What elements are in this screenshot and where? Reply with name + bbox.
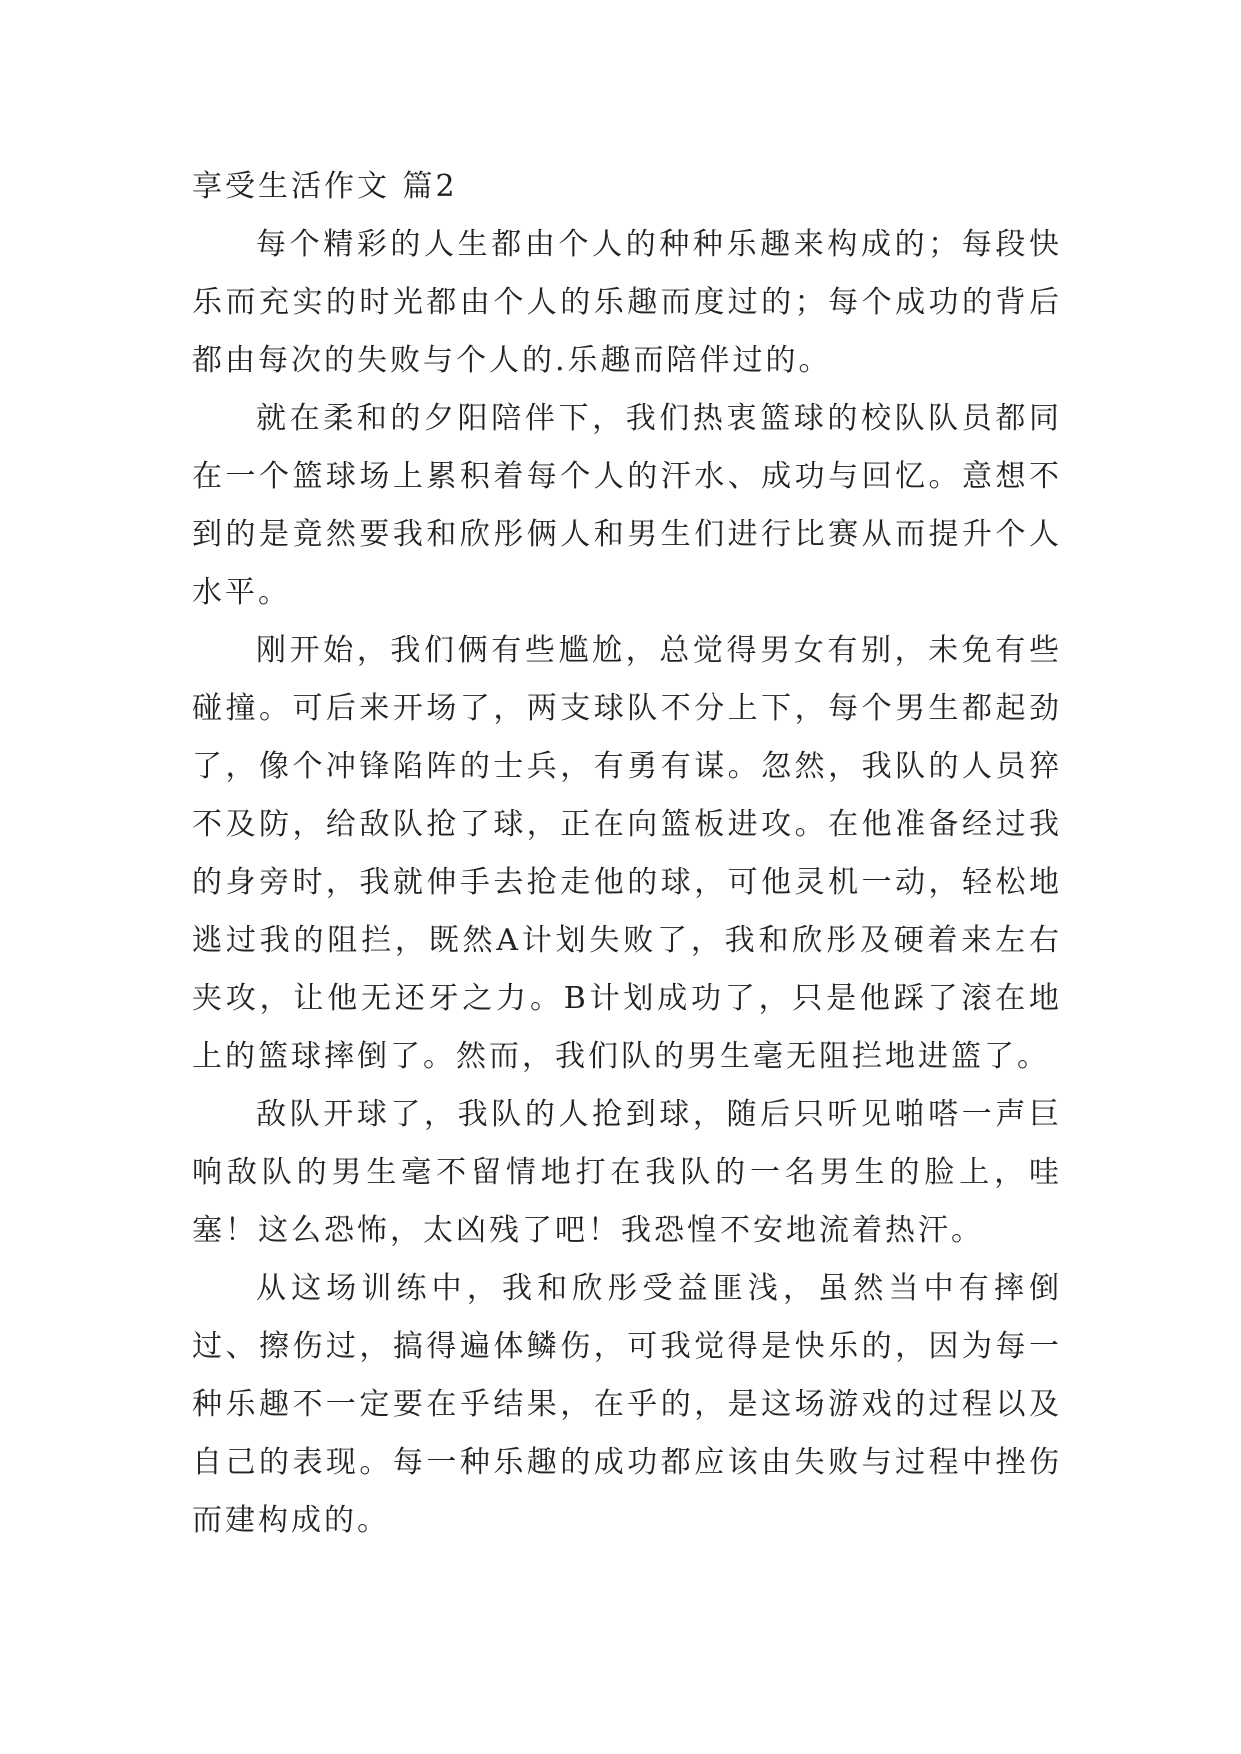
paragraph-5: 从这场训练中，我和欣彤受益匪浅，虽然当中有摔倒过、擦伤过，搞得遍体鳞伤，可我觉得是快乐的，因为每一种乐趣不一定要在乎结果，在乎的，是这场游戏的过程以及自己的表现。每一种乐趣的成功都应该由失败与过程中挫伤而建构成的。 xyxy=(192,1271,1062,1538)
paragraph-3: 刚开始，我们俩有些尴尬，总觉得男女有别，未免有些碰撞。可后来开场了，两支球队不分上下，每个男生都起劲了，像个冲锋陷阵的士兵，有勇有谋。忽然，我队的人员猝不及防，给敌队抢了球，正在向篮板进攻。在他准备经过我的身旁时，我就伸手去抢走他的球，可他灵机一动，轻松地逃过我的阻拦，既然A计划失败了，我和欣彤及硬着来左右夹攻，让他无还牙之力。B计划成功了，只是他踩了滚在地上的篮球摔倒了。然而，我们队的男生毫无阻拦地进篮了。 xyxy=(192,633,1062,1074)
document-page xyxy=(192,158,1062,1550)
document-title: 享受生活作文 篇2 xyxy=(192,169,458,204)
paragraph-1: 每个精彩的人生都由个人的种种乐趣来构成的；每段快乐而充实的时光都由个人的乐趣而度过的；每个成功的背后都由每次的失败与个人的.乐趣而陪伴过的。 xyxy=(192,227,1062,378)
paragraph-4: 敌队开球了，我队的人抢到球，随后只听见啪嗒一声巨响敌队的男生毫不留情地打在我队的一名男生的脸上，哇塞！这么恐怖，太凶残了吧！我恐惶不安地流着热汗。 xyxy=(192,1097,1062,1248)
paragraph-2: 就在柔和的夕阳陪伴下，我们热衷篮球的校队队员都同在一个篮球场上累积着每个人的汗水、成功与回忆。意想不到的是竟然要我和欣彤俩人和男生们进行比赛从而提升个人水平。 xyxy=(192,401,1062,610)
